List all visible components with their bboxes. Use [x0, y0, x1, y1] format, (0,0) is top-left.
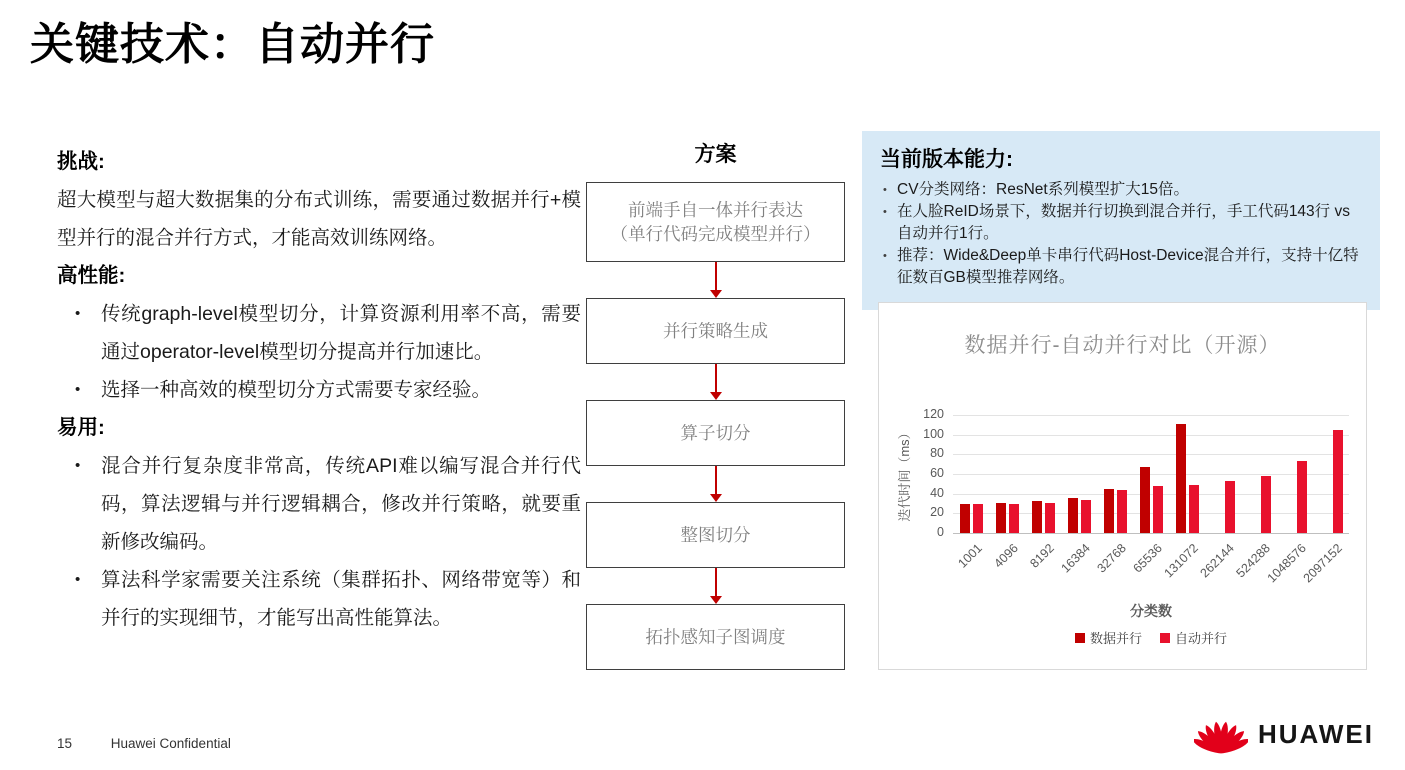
y-tick-label: 20: [930, 505, 944, 520]
flow-step: [586, 298, 845, 364]
category-slot: [1205, 415, 1241, 533]
huawei-logo: [1194, 712, 1374, 756]
y-tick-label: 40: [930, 485, 944, 500]
flow-step-label: 并行策略生成: [663, 321, 768, 341]
down-arrow-icon: [586, 466, 845, 502]
x-tick-label: 16384: [1058, 541, 1093, 576]
huawei-wordmark: HUAWEI: [1258, 718, 1374, 749]
flow-step: [586, 604, 845, 670]
bar-自动并行: [1189, 485, 1199, 533]
legend-label: 数据并行: [1089, 631, 1142, 646]
bar-自动并行: [1297, 461, 1307, 533]
arrow-head: [710, 392, 722, 400]
capabilities-panel: [862, 131, 1380, 310]
legend-swatch: [1160, 633, 1170, 643]
bar-自动并行: [1153, 486, 1163, 533]
flow-step-label: 算子切分: [680, 423, 751, 443]
challenges-section: [57, 143, 581, 637]
bar-数据并行: [1140, 467, 1150, 533]
category-slot: [1025, 415, 1061, 533]
chart-y-axis-label: 迭代时间（ms）: [896, 426, 912, 522]
capability-item: • CV分类网络：ResNet系列模型扩大15倍。: [880, 179, 1364, 201]
chart-legend: [953, 628, 1349, 647]
y-tick-label: 60: [930, 466, 944, 480]
x-tick-label: 4096: [991, 541, 1021, 571]
y-tick-label: 120: [923, 407, 944, 421]
bar-数据并行: [1176, 424, 1186, 533]
arrow-shaft: [715, 568, 717, 597]
section-heading: 高性能:: [57, 264, 126, 287]
arrow-shaft: [715, 364, 717, 393]
legend-item: [1075, 628, 1142, 647]
bar-数据并行: [960, 504, 970, 534]
category-slot: [989, 415, 1025, 533]
huawei-flower-icon: [1194, 712, 1248, 756]
paragraph: 超大模型与超大数据集的分布式训练，需要通过数据并行+模型并行的混合并行方式，才能高效训练网络。: [57, 189, 581, 249]
capability-item: • 推荐：Wide&Deep单卡串行代码Host-Device混合并行，支持十亿特征数百GB模型推荐网络。: [880, 245, 1364, 289]
section-heading: 易用:: [57, 416, 105, 439]
down-arrow-icon: [586, 364, 845, 400]
chart-x-axis-label: 分类数: [1130, 603, 1172, 619]
arrow-head: [710, 596, 722, 604]
bar-自动并行: [1045, 503, 1055, 533]
capability-item: • 在人脸ReID场景下，数据并行切换到混合并行，手工代码143行 vs 自动并行1行。: [880, 201, 1364, 245]
flow-step: [586, 400, 845, 466]
arrow-shaft: [715, 466, 717, 495]
section-heading: 挑战:: [57, 150, 105, 173]
legend-label: 自动并行: [1175, 631, 1228, 646]
capabilities-heading: 当前版本能力:: [880, 148, 1013, 171]
page-title: 关键技术：自动并行: [30, 20, 435, 69]
chart-plot-area: [896, 407, 1349, 646]
gridline: [953, 533, 1349, 534]
arrow-head: [710, 494, 722, 502]
legend-item: [1160, 628, 1227, 647]
bar-自动并行: [1117, 490, 1127, 533]
flow-step-label: 拓扑感知子图调度: [645, 627, 786, 647]
arrow-head: [710, 290, 722, 298]
category-slot: [1133, 415, 1169, 533]
x-tick-label: 32768: [1094, 541, 1129, 576]
x-tick-label: 1048576: [1264, 541, 1309, 586]
category-slot: [1241, 415, 1277, 533]
bar-数据并行: [1068, 498, 1078, 533]
bar-数据并行: [1104, 489, 1114, 533]
flow-step-label: 整图切分: [680, 525, 751, 545]
category-slot: [1313, 415, 1349, 533]
category-slot: [1097, 415, 1133, 533]
flowchart-heading: 方案: [694, 143, 737, 166]
solution-flowchart: [586, 140, 845, 670]
legend-swatch: [1075, 633, 1085, 643]
bar-自动并行: [1009, 504, 1019, 534]
capabilities-list: [880, 179, 1364, 289]
category-slot: [1061, 415, 1097, 533]
x-tick-label: 262144: [1197, 541, 1237, 581]
y-tick-label: 0: [937, 525, 944, 539]
y-tick-label: 100: [923, 426, 944, 441]
flow-step: [586, 502, 845, 568]
arrow-shaft: [715, 262, 717, 291]
flow-step: [586, 182, 845, 262]
flowchart-steps: [586, 182, 845, 670]
bar-数据并行: [996, 503, 1006, 533]
bar-自动并行: [973, 504, 983, 533]
down-arrow-icon: [586, 568, 845, 604]
page-number: 15: [57, 736, 73, 751]
down-arrow-icon: [586, 262, 845, 298]
confidential-label: Huawei Confidential: [110, 736, 231, 751]
chart-x-tick-labels: [953, 533, 1349, 597]
flow-step-label: 前端手自一体并行表达: [628, 200, 803, 220]
category-slot: [953, 415, 989, 533]
x-tick-label: 524288: [1233, 541, 1273, 581]
x-tick-label: 65536: [1130, 541, 1165, 576]
x-tick-label: 8192: [1027, 541, 1057, 571]
bullet-item: • 选择一种高效的模型切分方式需要专家经验。: [57, 371, 581, 409]
bullet-item: • 混合并行复杂度非常高，传统API难以编写混合并行代码，算法逻辑与并行逻辑耦合，修改并行策略，就要重新修改编码。: [57, 447, 581, 561]
x-tick-label: 1001: [955, 541, 985, 571]
category-slot: [1277, 415, 1313, 533]
bar-自动并行: [1333, 430, 1343, 533]
bullet-item: • 传统graph-level模型切分，计算资源利用率不高，需要通过operator-level模型切分提高并行加速比。: [57, 295, 581, 371]
bullet-item: • 算法科学家需要关注系统（集群拓扑、网络带宽等）和并行的实现细节，才能写出高性能算法。: [57, 561, 581, 637]
bar-自动并行: [1225, 481, 1235, 533]
chart-title: 数据并行-自动并行对比（开源）: [964, 334, 1281, 357]
chart-panel: [878, 302, 1367, 670]
category-slot: [1169, 415, 1205, 533]
bar-自动并行: [1261, 476, 1271, 533]
flow-step-label: （单行代码完成模型并行）: [610, 224, 821, 244]
bar-自动并行: [1081, 500, 1091, 533]
slide-footer: [57, 736, 231, 751]
y-tick-label: 80: [930, 446, 944, 461]
x-tick-label: 131072: [1161, 541, 1201, 581]
bar-数据并行: [1032, 501, 1042, 533]
bars-row: [953, 415, 1349, 533]
x-tick-label: 2097152: [1300, 541, 1345, 586]
